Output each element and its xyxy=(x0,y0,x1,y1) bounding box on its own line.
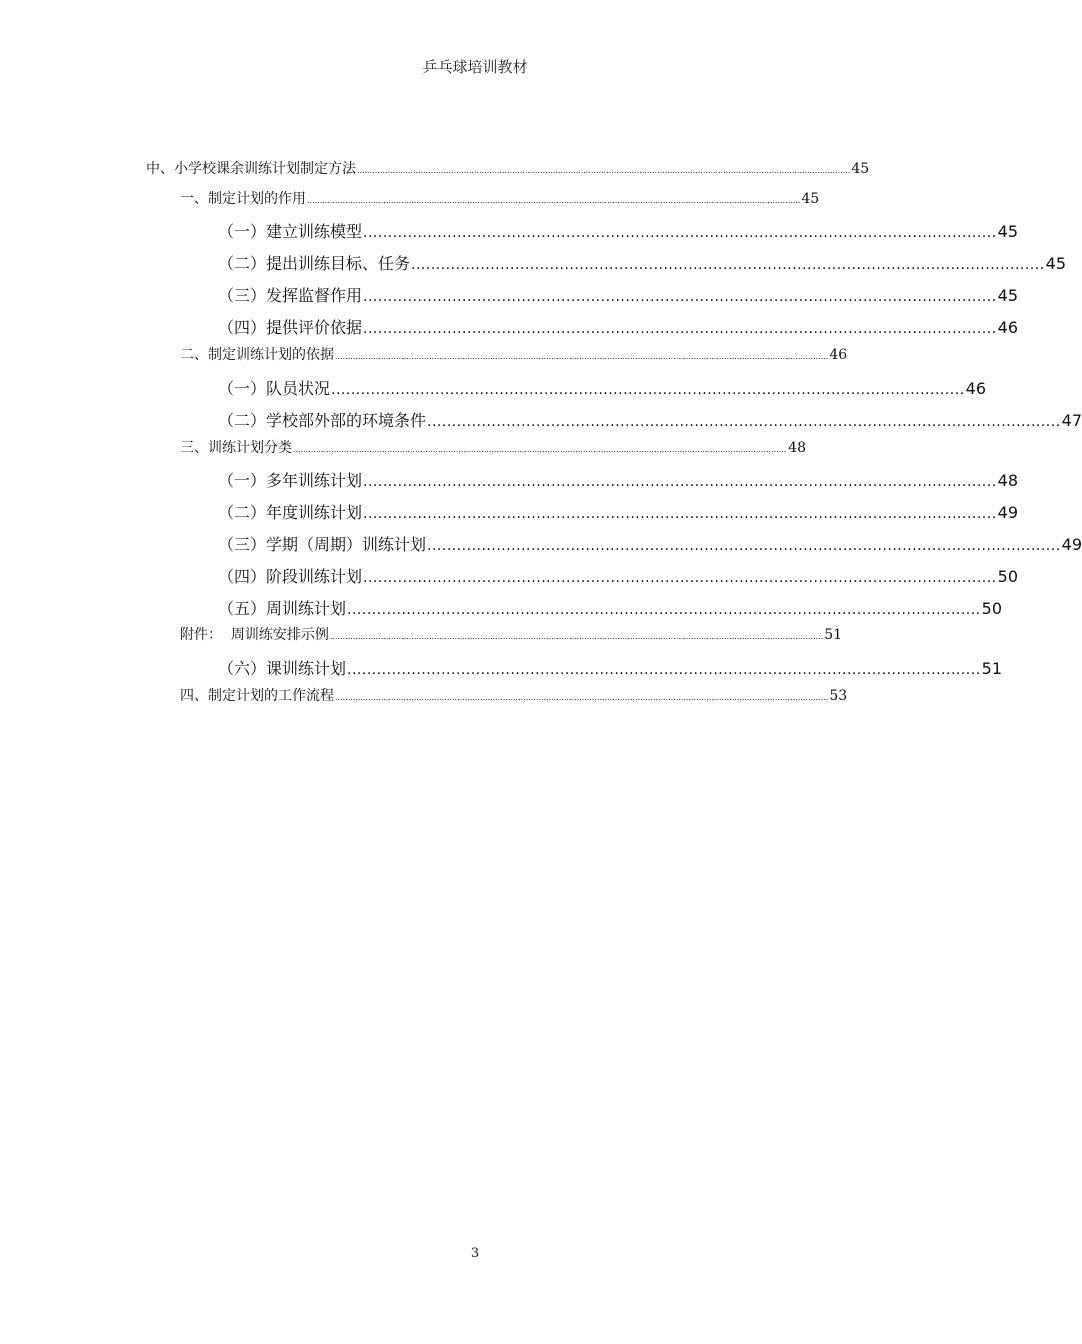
dot-leader: ................................................................................................................................ xyxy=(347,662,981,678)
toc-entry-label: （一）队员状况 xyxy=(218,379,331,398)
toc-entry-page: 45 xyxy=(1045,254,1066,273)
dot-leader: .................................................................................................................................................................................................. xyxy=(335,352,829,361)
toc-entry-label: （一）建立训练模型 xyxy=(218,222,363,241)
dot-leader: .................................................................................................................................................................................................. xyxy=(357,166,851,175)
toc-entry-page: 48 xyxy=(788,440,806,456)
toc-entry-page: 46 xyxy=(965,379,986,398)
toc-entry[interactable] xyxy=(218,376,986,399)
toc-entry-page: 49 xyxy=(1061,535,1082,554)
page-number: 3 xyxy=(470,1246,480,1261)
toc-entry-label: （一）多年训练计划 xyxy=(218,471,363,490)
dot-leader: .................................................................................................................................................................................................. xyxy=(293,445,787,454)
toc-entry[interactable] xyxy=(146,158,870,178)
dot-leader: .................................................................................................................................................................................................. xyxy=(329,632,824,641)
dot-leader: ................................................................................................................................ xyxy=(427,538,1061,554)
dot-leader: ................................................................................................................................ xyxy=(363,506,997,522)
toc-entry[interactable] xyxy=(218,532,1082,555)
toc-entry-label: （二）学校部外部的环境条件 xyxy=(218,411,427,430)
dot-leader: .................................................................................................................................................................................................. xyxy=(307,196,801,205)
toc-entry[interactable] xyxy=(218,468,1018,491)
dot-leader: ................................................................................................................................ xyxy=(363,289,997,305)
toc-entry-label: 四、制定计划的工作流程 xyxy=(180,688,334,704)
dot-leader: .................................................................................................................................................................................................. xyxy=(335,693,829,702)
toc-entry-page: 51 xyxy=(981,659,1002,678)
toc-entry[interactable] xyxy=(218,283,1018,306)
toc-entry-page: 48 xyxy=(997,471,1018,490)
toc-entry[interactable] xyxy=(180,624,843,644)
dot-leader: ................................................................................................................................ xyxy=(363,570,997,586)
toc-entry-page: 50 xyxy=(997,567,1018,586)
toc-entry-page: 49 xyxy=(997,503,1018,522)
toc-entry-label: 中、小学校课余训练计划制定方法 xyxy=(146,161,356,177)
toc-entry-page: 45 xyxy=(801,191,820,207)
toc-entry-label: 二、制定训练计划的依据 xyxy=(180,347,334,363)
toc-entry-page: 46 xyxy=(997,318,1018,337)
toc-entry-label: （二）提出训练目标、任务 xyxy=(218,254,411,273)
toc-entry[interactable] xyxy=(180,437,806,457)
toc-entry[interactable] xyxy=(218,315,1018,338)
toc-entry[interactable] xyxy=(180,188,820,208)
toc-entry[interactable] xyxy=(218,500,1018,523)
dot-leader: ................................................................................................................................ xyxy=(331,382,965,398)
toc-entry-page: 45 xyxy=(997,286,1018,305)
toc-entry-label: （六）课训练计划 xyxy=(218,659,347,678)
toc-entry-label: （五）周训练计划 xyxy=(218,599,347,618)
dot-leader: ................................................................................................................................ xyxy=(363,321,997,337)
toc-entry-label: （三）发挥监督作用 xyxy=(218,286,363,305)
toc-entry-page: 46 xyxy=(829,347,848,363)
dot-leader: ................................................................................................................................ xyxy=(411,257,1045,273)
toc-entry-page: 45 xyxy=(851,161,870,177)
toc-entry-label: 一、制定计划的作用 xyxy=(180,191,306,207)
toc-entry-page: 50 xyxy=(981,599,1002,618)
toc-entry[interactable] xyxy=(218,408,1082,431)
toc-entry-label: （三）学期（周期）训练计划 xyxy=(218,535,427,554)
toc-entry[interactable] xyxy=(218,596,1002,619)
dot-leader: ................................................................................................................................ xyxy=(427,414,1061,430)
toc-entry[interactable] xyxy=(180,344,848,364)
toc-entry-label: （二）年度训练计划 xyxy=(218,503,363,522)
dot-leader: ................................................................................................................................ xyxy=(363,474,997,490)
toc-entry-label: 附件： 周训练安排示例 xyxy=(180,627,329,643)
toc-entry[interactable] xyxy=(180,685,848,705)
toc-entry-page: 53 xyxy=(829,688,848,704)
toc-entry[interactable] xyxy=(218,656,1002,679)
toc-entry[interactable] xyxy=(218,251,1066,274)
toc-entry-page: 47 xyxy=(1061,411,1082,430)
toc-entry-label: 三、训练计划分类 xyxy=(180,440,292,456)
toc-entry-label: （四）阶段训练计划 xyxy=(218,567,363,586)
dot-leader: ................................................................................................................................ xyxy=(363,225,997,241)
toc-entry[interactable] xyxy=(218,219,1018,242)
toc-entry-page: 45 xyxy=(997,222,1018,241)
toc-entry-label: （四）提供评价依据 xyxy=(218,318,363,337)
toc-entry[interactable] xyxy=(218,564,1018,587)
dot-leader: ................................................................................................................................ xyxy=(347,602,981,618)
page-header-title: 乒乓球培训教材 xyxy=(422,58,528,76)
toc-entry-page: 51 xyxy=(824,627,843,643)
